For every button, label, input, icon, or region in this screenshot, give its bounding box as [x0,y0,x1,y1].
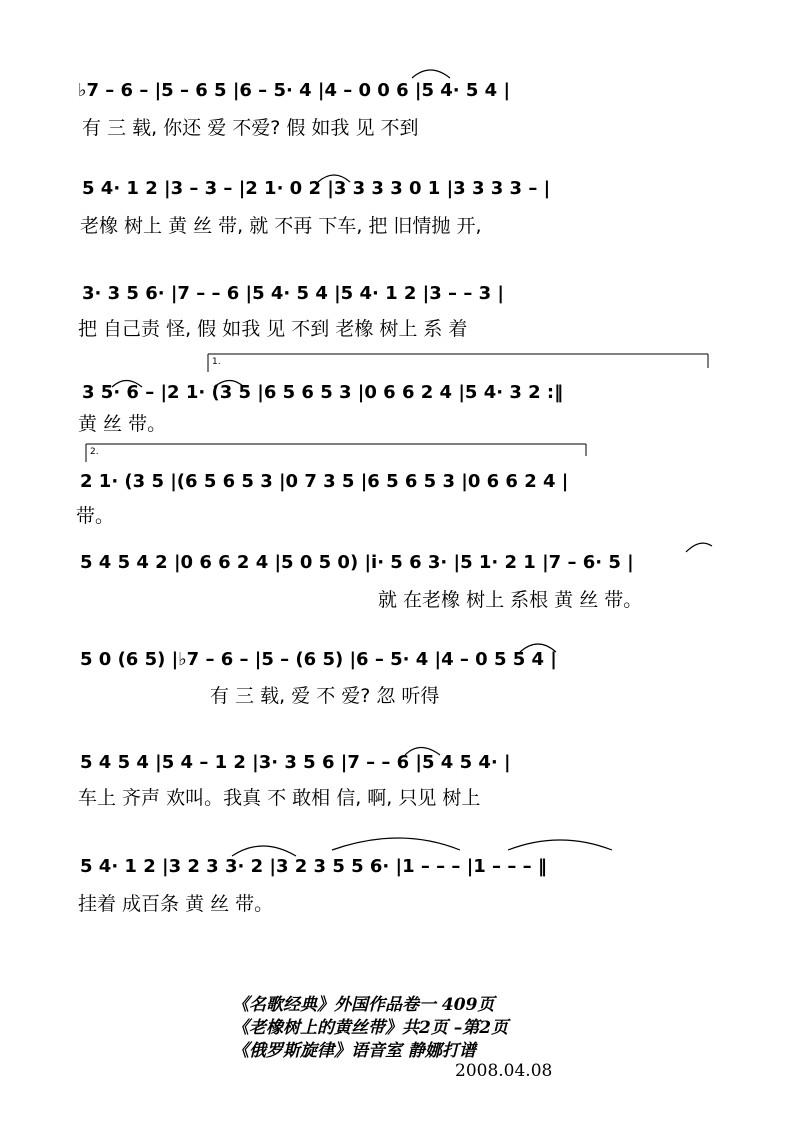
notation-line-5: 2 1· (3 5 |(6 5 6 5 3 |0 7 3 5 |6 5 6 5 3 |0 6 6 2 4 | [80,471,569,492]
lyrics-line-9: 挂着 成百条 黄 丝 带。 [78,893,274,915]
lyrics-line-4: 黄 丝 带。 [78,413,167,435]
notation-line-9: 5 4· 1 2 |3 2 3 3· 2 |3 2 3 5 5 6· |1 – – – |1 – – – ‖ [80,856,547,877]
notation-line-3: 3· 3 5 6· |7 – – 6 |5 4· 5 4 |5 4· 1 2 |3 – – 3 | [82,283,504,304]
notation-line-4: 3 5· 6 – |2 1· (3 5 |6 5 6 5 3 |0 6 6 2 4 |5 4· 3 2 :‖ [82,382,564,403]
lyrics-line-1: 有 三 载, 你还 爱 不爱? 假 如我 见 不到 [82,117,419,139]
notation-line-7: 5 0 (6 5) |♭7 – 6 – |5 – (6 5) |6 – 5· 4 |4 – 0 5 5 4 | [80,649,557,670]
footer-line-3: 《俄罗斯旋律》语音室 静娜打谱 [232,1041,476,1061]
volta-2-label: 2. [90,447,99,457]
notation-line-2: 5 4· 1 2 |3 – 3 – |2 1· 0 2 |3 3 3 3 0 1 |3 3 3 3 – | [82,178,551,199]
lyrics-line-2: 老橡 树上 黄 丝 带, 就 不再 下车, 把 旧情抛 开, [80,215,482,237]
lyrics-line-6: 就 在老橡 树上 系根 黄 丝 带。 [378,589,643,611]
footer-line-1: 《名歌经典》外国作品卷一 409页 [232,995,495,1015]
footer-date: 2008.04.08 [455,1061,553,1081]
notation-line-6: 5 4 5 4 2 |0 6 6 2 4 |5 0 5 0) |i· 5 6 3· |5 1· 2 1 |7 – 6· 5 | [80,552,634,573]
volta-1-label: 1. [212,357,221,367]
lyrics-line-8: 车上 齐声 欢叫。我真 不 敢相 信, 啊, 只见 树上 [78,787,481,809]
footer-line-2: 《老橡树上的黄丝带》共2页 –第2页 [232,1018,509,1038]
lyrics-line-7: 有 三 载, 爱 不 爱? 忽 听得 [210,685,440,707]
notation-line-8: 5 4 5 4 |5 4 – 1 2 |3· 3 5 6 |7 – – 6 |5 4 5 4· | [80,752,511,773]
lyrics-line-3: 把 自己责 怪, 假 如我 见 不到 老橡 树上 系 着 [78,318,468,340]
lyrics-line-5: 带。 [76,505,115,527]
notation-line-1: ♭7 – 6 – |5 – 6 5 |6 – 5· 4 |4 – 0 0 6 |5 4· 5 4 | [78,80,511,101]
